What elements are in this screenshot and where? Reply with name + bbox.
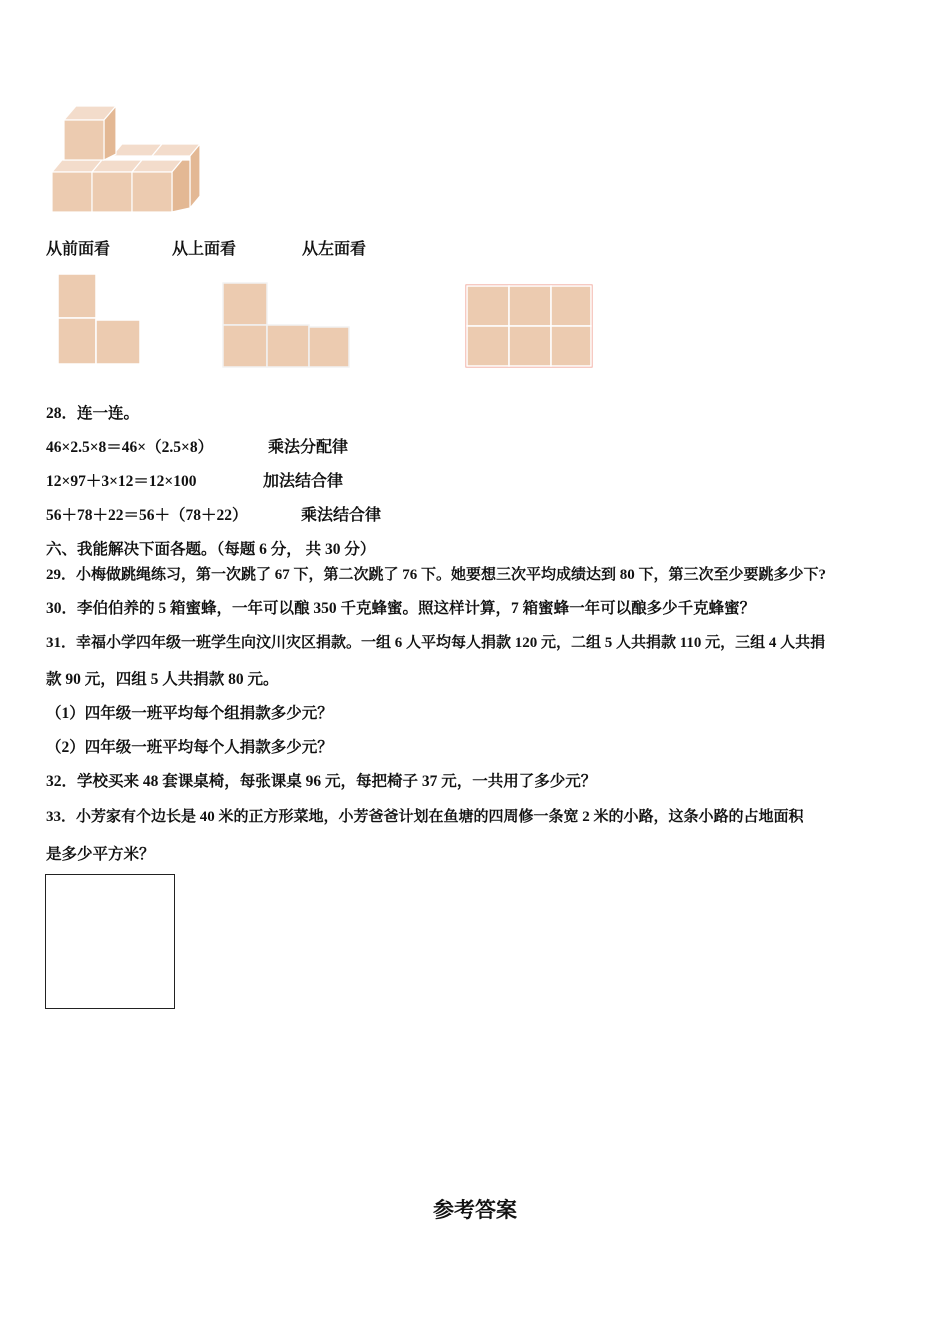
q31-text-line1: 31．幸福小学四年级一班学生向汶川灾区捐款。一组 6 人平均每人捐款 120 元，二组 5 人共捐款 110 元，三组 4 人共捐 xyxy=(46,635,826,651)
q28-title: 28．连一连。 xyxy=(46,405,140,422)
q28-law-2[interactable]: 加法结合律 xyxy=(263,473,344,490)
q32-text: 32．学校买来 48 套课桌椅，每张课桌 96 元，每把椅子 37 元，一共用了多少元？ xyxy=(46,773,597,790)
q28-expr-3: 56＋78＋22＝56＋（78＋22） xyxy=(46,507,248,524)
q28-law-1[interactable]: 乘法分配律 xyxy=(268,439,349,456)
label-left-view: 从左面看 xyxy=(302,241,367,258)
q31-sub1: （1）四年级一班平均每个组捐款多少元？ xyxy=(46,705,333,722)
q28-expr-1: 46×2.5×8＝46×（2.5×8） xyxy=(46,439,214,456)
label-top-view: 从上面看 xyxy=(172,241,237,258)
top-view-figure xyxy=(221,281,353,371)
front-view-figure xyxy=(54,270,144,370)
q29-text: 29．小梅做跳绳练习，第一次跳了 67 下，第二次跳了 76 下。她要想三次平均成绩达到 80 下，第三次至少要跳多少下? xyxy=(46,567,827,583)
square-garden-figure xyxy=(45,874,175,1009)
answers-title: 参考答案 xyxy=(433,1198,517,1222)
label-front-view: 从前面看 xyxy=(46,241,111,258)
left-view-figure xyxy=(465,284,595,370)
cube-model-figure xyxy=(50,104,205,216)
q31-text-line2: 款 90 元，四组 5 人共捐款 80 元。 xyxy=(46,671,279,688)
q33-text-line2: 是多少平方米？ xyxy=(46,846,155,863)
q30-text: 30．李伯伯养的 5 箱蜜蜂，一年可以酿 350 千克蜂蜜。照这样计算，7 箱蜜蜂一年可以酿多少千克蜂蜜？ xyxy=(46,600,756,617)
q28-law-3[interactable]: 乘法结合律 xyxy=(301,507,382,524)
q33-text-line1: 33．小芳家有个边长是 40 米的正方形菜地，小芳爸爸计划在鱼塘的四周修一条宽 2 米的小路，这条小路的占地面积 xyxy=(46,809,804,825)
q28-expr-2: 12×97＋3×12＝12×100 xyxy=(46,473,197,490)
q31-sub2: （2）四年级一班平均每个人捐款多少元？ xyxy=(46,739,333,756)
section6-heading: 六、我能解决下面各题。（每题 6 分， 共 30 分） xyxy=(46,541,376,558)
